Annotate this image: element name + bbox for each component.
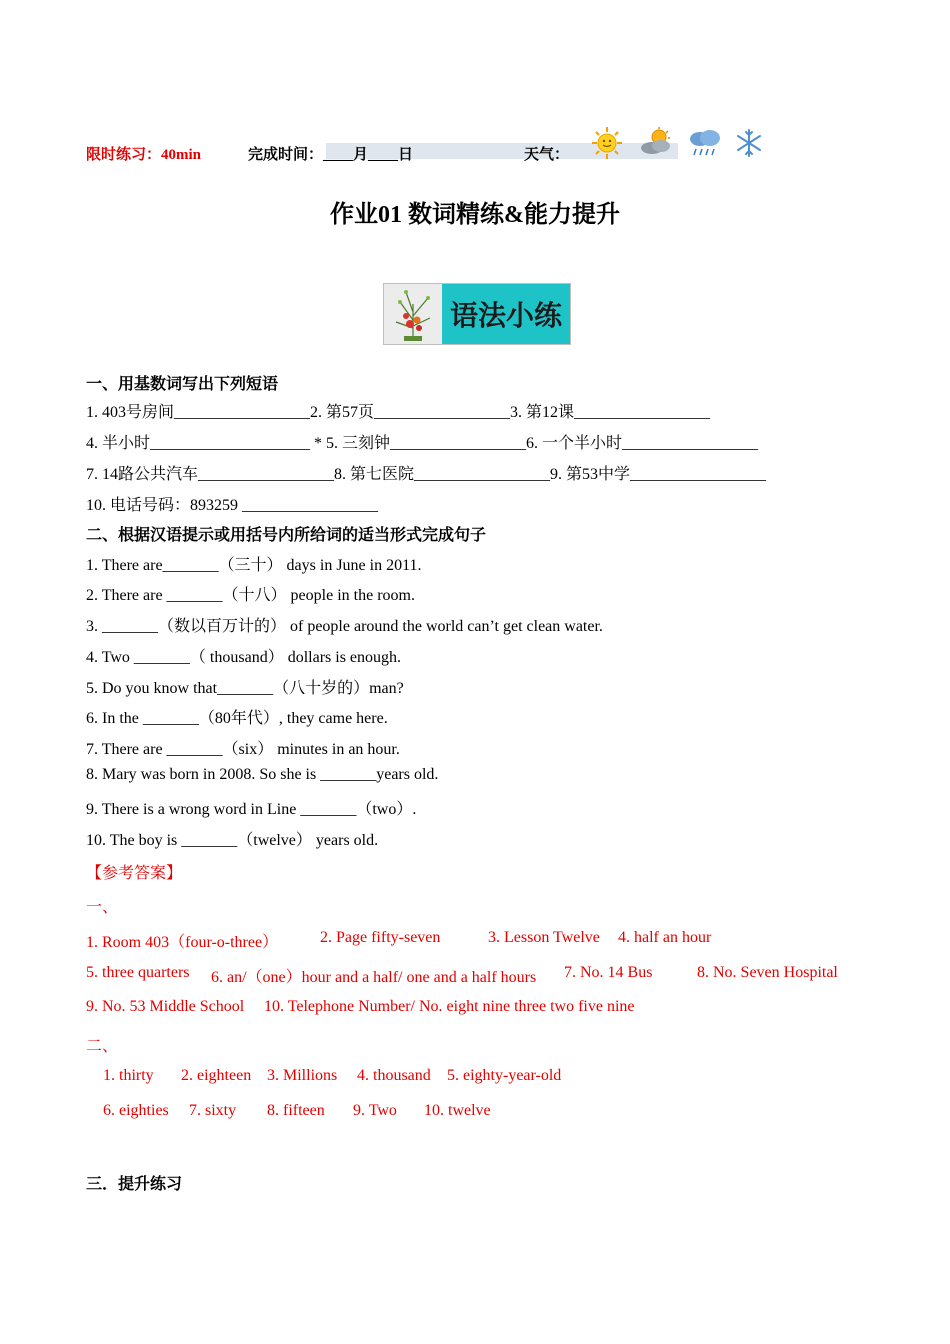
part2-heading: 二、根据汉语提示或用括号内所给词的适当形式完成句子: [86, 527, 487, 544]
flower-icon: [384, 284, 442, 344]
answer-row: [0, 929, 950, 951]
answer-item: 2. Page fifty-seven: [320, 929, 441, 946]
answer-item: 2. eighteen: [181, 1067, 252, 1084]
part2-line: 1. There are_______（三十） days in June in 2011.: [86, 557, 422, 574]
answer-item: 10. twelve: [424, 1102, 491, 1119]
flower-decoration: [384, 284, 442, 344]
answer-item: 4. thousand: [357, 1067, 431, 1084]
answer-item: 3. Millions: [267, 1067, 338, 1084]
answer-item: 5. eighty-year-old: [447, 1067, 562, 1084]
answer-row: [0, 1067, 950, 1089]
finish-time: 完成时间：____月____日: [248, 147, 414, 163]
time-limit: 限时练习：40min: [86, 147, 202, 163]
worksheet-header: [86, 126, 766, 164]
sun-icon: [588, 126, 626, 160]
answer-item: 7. No. 14 Bus: [564, 964, 653, 981]
part2-line: 3. _______（数以百万计的） of people around the world can’t get clean water.: [86, 618, 603, 635]
part1-line: 4. 半小时____________________ * 5. 三刻钟_________________6. 一个半小时_________________: [86, 435, 759, 452]
answer-item: 9. No. 53 Middle School: [86, 998, 245, 1015]
part2-line: 4. Two _______（ thousand） dollars is enough.: [86, 649, 402, 666]
answer-row: [0, 964, 950, 986]
part2-line: 6. In the _______（80年代）, they came here.: [86, 710, 388, 727]
part1-line: 10. 电话号码：893259 _________________: [86, 497, 379, 514]
answer-item: 1. thirty: [103, 1067, 154, 1084]
part2-line: 8. Mary was born in 2008. So she is _______years old.: [86, 766, 439, 783]
answer-row: [0, 1102, 950, 1124]
answer-part2-label: 二、: [86, 1038, 119, 1055]
part1-line: 1. 403号房间_________________2. 第57页_________________3. 第12课_________________: [86, 404, 711, 421]
part1-line: 7. 14路公共汽车_________________8. 第七医院_________________9. 第53中学_________________: [86, 466, 767, 483]
answer-item: 6. an/（one）hour and a half/ one and a half hours: [211, 969, 537, 986]
answer-item: 10. Telephone Number/ No. eight nine three two five nine: [264, 998, 635, 1015]
answer-key-heading: 【参考答案】: [86, 865, 183, 882]
part1-heading: 一、用基数词写出下列短语: [86, 376, 279, 393]
answer-item: 6. eighties: [103, 1102, 169, 1119]
answer-part1-label: 一、: [86, 899, 119, 916]
answer-item: 9. Two: [353, 1102, 397, 1119]
page-title: 作业01 数词精练&能力提升: [330, 202, 620, 228]
weather-label: 天气：: [524, 147, 570, 163]
answer-item: 7. sixty: [189, 1102, 237, 1119]
answer-item: 4. half an hour: [618, 929, 712, 946]
answer-item: 8. fifteen: [267, 1102, 325, 1119]
answer-item: 5. three quarters: [86, 964, 190, 981]
part2-line: 10. The boy is _______（twelve） years old.: [86, 832, 379, 849]
answer-row: [0, 998, 950, 1020]
part2-line: 9. There is a wrong word in Line _______（two）.: [86, 801, 417, 818]
partly-cloudy-icon: [638, 126, 676, 160]
answer-item: 8. No. Seven Hospital: [697, 964, 838, 981]
grammar-practice-banner: [383, 283, 571, 345]
answer-item: 3. Lesson Twelve: [488, 929, 600, 946]
part2-line: 2. There are _______（十八） people in the room.: [86, 587, 415, 604]
part2-line: 5. Do you know that_______（八十岁的）man?: [86, 680, 404, 697]
answer-item: 1. Room 403（four-o-three）: [86, 934, 279, 951]
snowflake-icon: [730, 126, 768, 160]
banner-label-area: [442, 284, 570, 344]
part3-heading: 三．提升练习: [86, 1176, 183, 1193]
part2-line: 7. There are _______（six） minutes in an hour.: [86, 741, 400, 758]
banner-label: 语法小练: [449, 299, 562, 332]
rain-cloud-icon: [686, 126, 724, 160]
